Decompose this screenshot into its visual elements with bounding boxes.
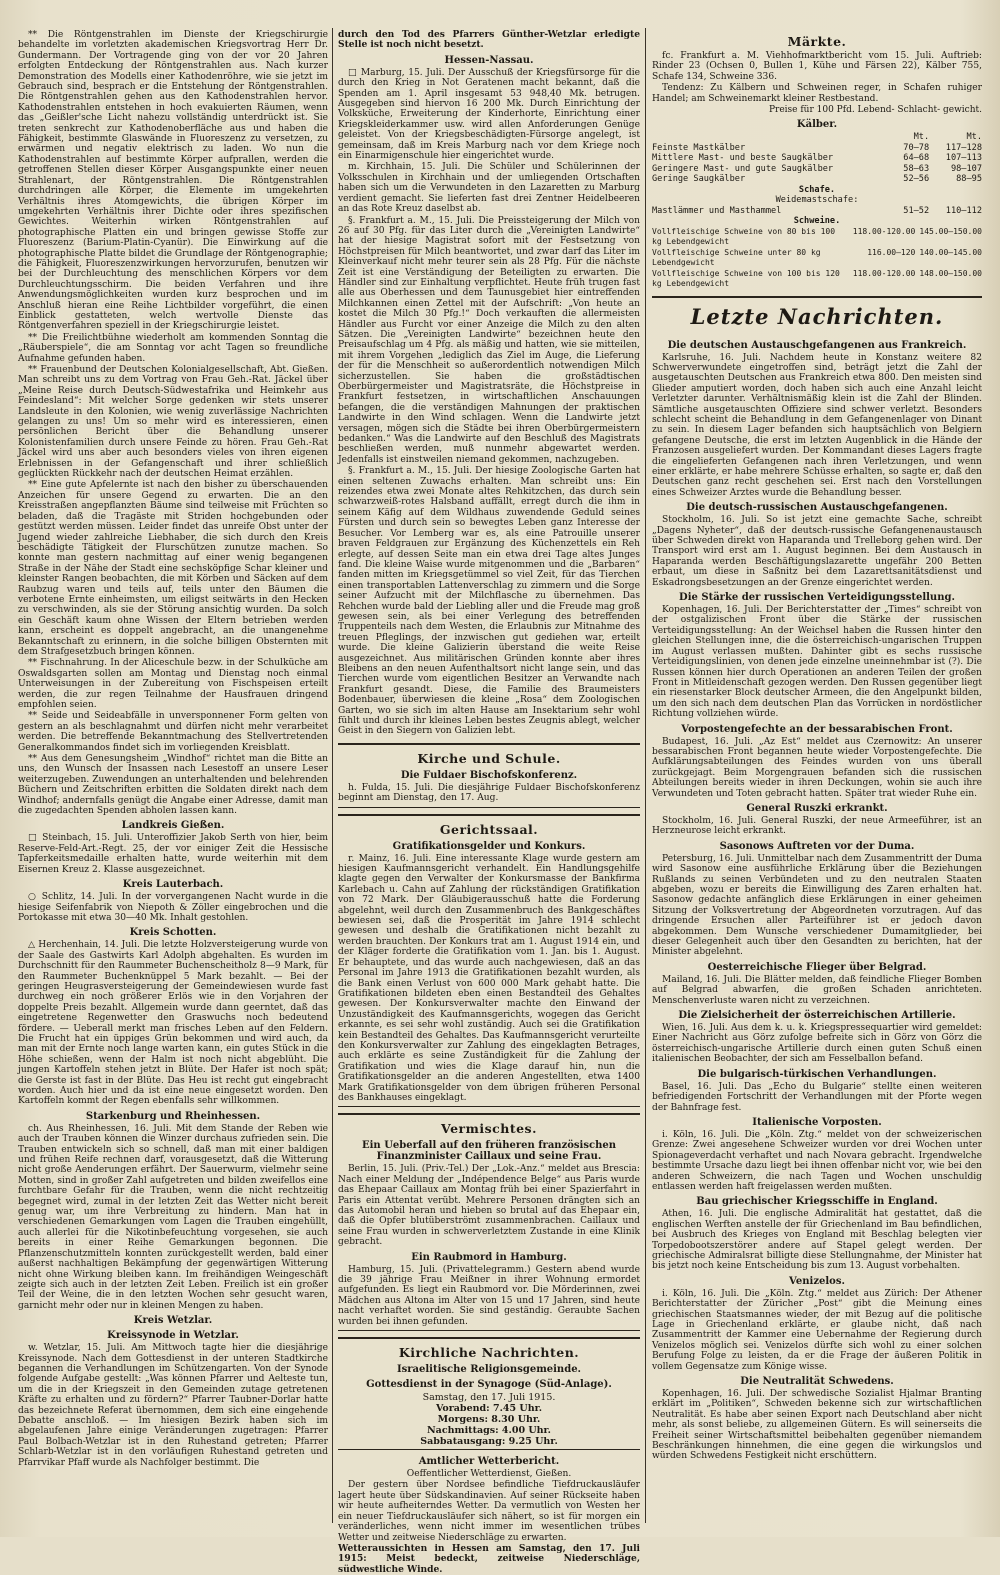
article-apfelernte: ** Eine gute Apfelernte ist nach den bisher zu überschauenden Anzeichen für unsere Gegend zu erwarten. Die an den Kreisstraßen angepflanzten Bäume sind teilweise mit Früchten so beladen, daß die Tragäste mit Striden hochgebunden oder gestützt werden müssen. Leider findet das unreife Obst unter der Jugend wieder zahlreiche Liebhaber, die sich durch den Kreis beschädigte Tätigkeit der Flurschützen zunutze machen. So konnte man gestern nachmittag auf einer wenig begangenen Straße in der Nähe der Stadt eine sechsköpfige Schar kleiner und kleinster Rangen beobachten, die mit Körben und Säcken auf dem Raubzug waren und teils auf, teils unter den Bäumen die verbotene Ernte einheimsten, um eiligst seitwärts in den Hecken zu verschwinden, als sie der Störung ansichtig wurden. Da solch ein Geschäft kaum ohne Wissen der Eltern betrieben werden kann, erscheint es doppelt angebracht, an die unangenehme Bekanntschaft zu erinnern, in die solche billigen Obsternten mit dem Strafgesetzbuch bringen können.: [18, 480, 328, 657]
table-row: Vollfleischige Schweine unter 80 kg Lebendgewicht 116.00—120 140.00—145.00: [652, 247, 982, 268]
heading-flieger: Oesterreichische Flieger über Belgrad.: [707, 961, 927, 973]
section-kirche-schule: [338, 743, 640, 808]
table-row: Vollfleischige Schweine von 100 bis 120 kg Lebendgewicht 118.00-120.00 148.00—150.00: [652, 268, 982, 289]
article-fulda: h. Fulda, 15. Juli. Die diesjährige Fuldaer Bischofskonferenz beginnt am Dienstag, den 17. Aug.: [338, 782, 640, 804]
heading-kreis-schotten: Kreis Schotten.: [129, 927, 217, 939]
article-steinbach: □ Steinbach, 15. Juli. Unteroffizier Jakob Serth von hier, beim Reserve-Feld-Art.-Regt. 25, der vor einiger Zeit die Hessische Tapferkeitsmedaille erhalten hatte, wurde weiterhin mit dem Eisernen Kreuz 2. Klasse ausgezeichnet.: [18, 833, 328, 875]
article-roentgen: ** Die Röntgenstrahlen im Dienste der Kriegschirurgie behandelte im vorletzten akademischen Kriegsvortrag Herr Dr. Gundermann. Der Vortragende ging von der vor 20 Jahren erfolgten Entdeckung der Röntgenstrahlen aus. Nach kurzer Demonstration des Modells einer Kathodenröhre, wie sie jetzt im Gebrauch sind, besprach er die Entstehung der Röntgenstrahlen. Die Röntgenstrahlen gehen aus den Kathodenstrahlen hervor. Kathodenstrahlen entstehen in hoch evakuierten Räumen, wenn das „Geißler'sche Licht nahezu vollständig unterdrückt ist. Sie treten senkrecht zur Kathodenoberfläche aus und haben die Fähigkeit, bestimmte Glaswände in Fluoreszenz zu versetzen, zu erwärmen und negativ elektrisch zu laden. Wo nun die Kathodenstrahlen auf bestimmte Körper aufprallen, werden die getroffenen Stellen dieser Körper Ausgangspunkte einer neuen Strahlenart, der Röntgenstrahlen. Die Röntgenstrahlen durchdringen alle Körper, die Elemente im umgekehrten Verhältnis ihres Atomgewichts, die übrigen Körper im umgekehrten Verhältnis ihrer Dichte oder ihres spezifischen Gewichtes. Weiterhin wirken Röntgenstrahlen auf photographische Platten ein und bringen gewisse Stoffe zur Fluoreszenz (Barium-Platin-Cyanür). Die Einwirkung auf die photographische Platte bildet die Grundlage der Röntgenographie; die Fähigkeit, Fluoreszenzwirkungen hervorzurufen, benutzen wir bei der Durchleuchtung des menschlichen Körpers vor dem Durchleuchtungsschirm. Die beiden Verfahren und ihre Anwendungsmöglichkeiten wurden kurz besprochen und im Anschluß hieran eine Reihe Lichtbilder vorgeführt, die einen Einblick gestatteten, welch wertvolle Dienste das Röntgenverfahren speziell in der Kriegschirurgie leistet.: [18, 30, 328, 332]
price-heading: Preise für 100 Pfd. Lebend- Schlacht- gewicht.: [768, 105, 982, 116]
heading-weidemast: Weidemastschafe:: [775, 195, 859, 206]
heading-fulda: Die Fuldaer Bischofskonferenz.: [400, 769, 578, 781]
article-frankfurt-milch: §. Frankfurt a. M., 15. Juli. Die Preissteigerung der Milch von 26 auf 30 Pfg. für das Liter durch die „Vereinigten Landwirte“ hat der hiesige Magistrat sofort mit der Festsetzung von Höchstpreisen für Milch beantwortet, und zwar darf das Liter im Kleinverkauf nicht mehr teurer sein als 28 Pfg. Für die nächste Zeit ist eine Verständigung der Beteiligten zu erwarten. Die Händler sind zur Einhaltung verpflichtet. Heute früh trugen fast alle aus Oberhessen und dem Taunusgebiet hier eintreffenden Milchkannen einen Zettel mit der Aufschrift: „Von heute an kostet die Milch 30 Pfg.!“ Doch verkauften die allermeisten Händler aus Furcht vor einer Anzeige die Milch zu den alten Sätzen. Die „Vereinigten Landwirte“ bezeichnen heute den Preisaufschlag um 4 Pfg. als mäßig und hatten, wie sie mitteilen, mit ihrem Vorgehen „lediglich das Ziel im Auge, die Lieferung der für die Menschheit so außerordentlich notwendigen Milch sicherzustellen. Sie haben die großstädtischen Oberbürgermeister und Magistratsräte, die Höchstpreise in Frankfurt festsetzen, in wirtschaftlichen Anschauungen befangen, die die verständigen Mahnungen der praktischen Landwirte in den Wind schlagen. Wenn die Landwirte jetzt versagen, mögen sich die Städte bei ihren Oberbürgermeistern bedanken.“ Was die Landwirte auf den Beschluß des Magistrats beschließen werden, muß nunmehr abgewartet werden. Jedenfalls ist einstweilen niemand gekommen, nachzugeben.: [338, 215, 640, 465]
heading-vermischtes: Vermischtes.: [441, 1121, 537, 1137]
section-kirchliche: [338, 1337, 640, 1450]
table-row: Feinste Mastkälber 70—78 117—128: [652, 142, 982, 153]
unit-label: Mt.: [966, 132, 982, 143]
heading-gratifikation: Gratifikationsgelder und Konkurs.: [392, 840, 586, 852]
heading-letzte-nachrichten: Letzte Nachrichten.: [690, 303, 944, 329]
article-wetteraussichten: Wetteraussichten in Hessen am Samstag, den 17. Juli 1915: Meist bedeckt, zeitweise Niederschläge, südwestliche Winde.: [338, 1542, 640, 1575]
section-vermischtes: [338, 1113, 640, 1331]
article-basel: Basel, 16. Juli. Das „Echo du Bulgarie“ stellte einen weiteren befriedigenden Fortschritt der Verhandlungen mit der Pforte wegen der Bahnfrage fest.: [652, 1081, 982, 1113]
article-wetzlar: w. Wetzlar, 15. Juli. Am Mittwoch tagte hier die diesjährige Kreissynode. Nach dem Gottesdienst in der unteren Stadtkirche begannen die Verhandlungen im Schützengarten. Von der Synode folgende Aufgabe gestellt: „Was können Pfarrer und Aelteste tun, um die in der Kriegszeit in den Gemeinden zutage getretenen Kräfte zu erhalten und zu fördern?“ Pfarrer Taubner-Dorlar hatte das bezeichnete Referat übernommen, dem sich eine eingehende Debatte anschloß. — Im hiesigen Bezirk haben sich im abgelaufenen Jahre einige Veränderungen zugetragen: Pfarrer Paul Bolbach-Wetzlar ist in den Ruhestand getreten; Pfarrer Schlarb-Wetzlar ist in den vorläufigen Ruhestand getreten und Pfarrvikar Pfaff wurde als Nachfolger bestimmt. Die: [18, 1343, 328, 1468]
article-athen: Athen, 16. Juli. Die englische Admiralität hat gestattet, daß die englischen Werften anstelle der für Griechenland im Bau befindlichen, bei Ausbruch des Krieges von England mit Beschlag belegten vier Torpedobootszerstörer andere auf Stapel gelegt werden. Der griechische Admiralsrat billigte diese Stellungnahme, der Minister hat bis jetzt noch keine Entscheidung bis zum 13. August vorbehalten.: [652, 1209, 982, 1272]
heading-kriegsschiffe: Bau griechischer Kriegsschiffe in England.: [696, 1196, 938, 1208]
heading-russ-austausch: Die deutsch-russischen Austauschgefangenen.: [686, 502, 948, 514]
heading-landkreis-giessen: Landkreis Gießen.: [121, 820, 225, 832]
heading-vorposten: Vorpostengefechte an der bessarabischen Front.: [681, 723, 953, 735]
heading-italienisch: Italienische Vorposten.: [752, 1116, 882, 1128]
market-table-schweine: [652, 227, 982, 290]
article-viehhof: fc. Frankfurt a. M. Viehhofmarktbericht vom 15. Juli. Auftrieb: Rinder 23 (Ochsen 0, Bullen 1, Kühe und Färsen 22), Kälber 755, Schafe 134, Schweine 336.: [652, 51, 982, 82]
article-fischnahrung: ** Fischnahrung. In der Aliceschule bezw. in der Schulküche am Oswaldsgarten sollen am Montag und Dienstag noch einmal Unterweisungen in der Zubereitung von Fischspeisen erteilt werden, die zur regen Teilnahme der Hausfrauen dringend empfohlen seien.: [18, 658, 328, 710]
heading-kaelber: Kälber.: [796, 119, 838, 131]
table-row: Vollfleischige Schweine von 80 bis 100 kg Lebendgewicht 118.00-120.00 145.00—150.00: [652, 226, 982, 247]
article-freilichtbuehne: ** Die Freilichtbühne wiederholt am kommenden Sonntag die „Räuberspiele“, die am Sonntag vor acht Tagen so freundliche Aufnahme gefunden haben.: [18, 332, 328, 364]
heading-israelitisch: Israelitische Religionsgemeinde.: [396, 1364, 582, 1376]
article-koeln-2: i. Köln, 16. Juli. Die „Köln. Ztg.“ meldet aus Zürich: Der Athener Berichterstatter der Züricher „Post“ gibt die Meinung eines griechischen Staatsmannes wieder, der mit Bezug auf die politische Lage in Griechenland erklärte, er glaube nicht, daß nach Zusammentritt der Kammer eine Uebernahme der Regierung durch Venizelos möglich sei. Venizelos dürfte sich wohl zu einer solchen Berufung Folge zu leisten, da er die Frage der äußeren Politik in vollem Gegensatze zum Könige wisse.: [652, 1288, 982, 1372]
table-row: Geringe Saugkälber 52—56 88—95: [652, 174, 982, 185]
article-ruszki: Stockholm, 16. Juli. General Ruszki, der neue Armeeführer, ist an Herzneurose leicht erkrankt.: [652, 815, 982, 837]
article-herchenhain: △ Herchenhain, 14. Juli. Die letzte Holzversteigerung wurde von der Saale des Gastwirts Karl Adolph abgehalten. Es wurden im Durchschnitt für den Raummeter Buchenscheitholz 8—9 Mark, für den Raummeter Buchenknüppel 5 Mark bezahlt. — Bei der geringen Heugrasversteigerung der Gemeindewiesen wurde fast durchweg ein noch größerer Erlös wie in den Vorjahren der doppelte Preis bezahlt. Allgemein wurde dann geerntet, daß das eingetretene Regenwetter den Graswuchs noch bedeutend fördere. — Ueberall merkt man frisches Leben auf den Feldern. Die Frucht hat ein üppiges Grün bekommen und wird auch, da man mit der Ernte noch lange warten kann, ein gutes Stück in die Höhe schießen, wenn der Halm ist noch nicht abgeblüht. Die jungen Kartoffeln stehen jetzt in Blüte. Der Hafer ist noch spät; die Gerste ist fast in der Blüte. Das Heu ist recht gut eingebracht worden. Auch hier und da ist eine neue eingesetzt worden. Den Kartoffeln kommt der Regen ebenfalls sehr willkommen.: [18, 940, 328, 1107]
article-schlitz: ○ Schlitz, 14. Juli. In der vorvergangenen Nacht wurde in die hiesige Seifenfabrik von Niepoth & Zöller eingebrochen und die Portokasse mit etwa 30—40 Mk. Inhalt gestohlen.: [18, 892, 328, 923]
heading-kreissynode: Kreissynode in Wetzlar.: [107, 1330, 239, 1342]
article-marburg: □ Marburg, 15. Juli. Der Ausschuß der Kriegsfürsorge für die durch den Krieg in Not Geratenen macht bekannt, daß die Spenden am 1. April insgesamt 53 948,40 Mk. betrugen. Ausgegeben sind hiervon 16 200 Mk. Durch Einrichtung der Volksküche, Erweiterung der Kinderhorte, Einrichtung einer Kriegskleiderkammer usw. wird allen Anforderungen Genüge geleistet. Von der Kriegsbeschädigten-Fürsorge angelegt, ist gemeinsam, daß im Kreis Marburg nach vor dem Kriege noch ein Einarmigenschule hier eingerichtet wurde.: [338, 67, 640, 162]
article-mainz: r. Mainz, 16. Juli. Eine interessante Klage wurde gestern am hiesigen Kaufmannsgericht verhandelt. Ein Handlungsgehilfe klagte gegen den Verwalter der Konkursmasse der Bankfirma Karlebach u. Cahn auf Zahlung der rückständigen Gratifikation von 72 Mark. Der Gläubigerausschuß hatte die Forderung abgelehnt, weil durch den Zusammenbruch des Bankgeschäftes bewiesen sei, daß die Prosperität im Jahre 1914 schlecht gewesen und deshalb die Gratifikationen nicht bezahlt zu werden brauchten. Der Konkurs trat am 1. August 1914 ein, und der Kläger forderte die Gratifikation vom 1. Jan. bis 1. August. Er behauptete, und das wurde auch nachgewiesen, daß an das Personal im Jahre 1913 die Gratifikationen bezahlt wurden, als die Bank einen Verlust von 600 000 Mark gehabt hatte. Die Gratifikationen bildeten eben einen Bestandteil des Gehaltes gewesen. Der Konkursverwalter machte den Einwand der Unzuständigkeit des Kaufmannsgerichts, wogegen das Gericht erkannte, es sei sehr wohl zuständig. Auch sei die Gratifikation kein Bestandteil des Gehaltes. Das Kaufmannsgericht verurteilte den Konkursverwalter zur Zahlung des eingeklagten Betrages, auch erklärte es seine Zuständigkeit für die Zahlung der Gratifikation und wies die Klage darauf hin, nun die Gratifikationsgelder an die anderen Angestellten, etwa 1400 Mark Gratifikationsgelder von dem übrigen früheren Personal des Bankhauses eingeklagt.: [338, 853, 640, 1103]
article-rheinhessen: ch. Aus Rheinhessen, 16. Juli. Mit dem Stande der Reben wie auch der Trauben können die Winzer durchaus zufrieden sein. Die Trauben entwickeln sich so schnell, daß man mit einer baldigen und frühen Reife rechnen darf, vorausgesetzt, daß die Witterung nicht große Aenderungen erfährt. Der Sauerwurm, vielmehr seine Motten, sind in großer Zahl aufgetreten und bilden zweifellos eine furchtbare Gefahr für die Trauben, wenn die nicht rechtzeitig begegnet wird, zumal in der letzten Zeit das Wetter nicht bereit genug war, um ihre Verbreitung zu hindern. Man hat in verschiedenen Gemarkungen vom Lagen die Trauben eingehüllt, auch allerlei für die Nikotinbefeuchtung vorgesehen, sie auch bereits in einer Reihe Gemarkungen begonnen. Die Pflanzenschutzmitteln konnten zurückgestellt werden, bald einer außerst nachhaltigen Bekämpfung der gegenwärtigen Witterung nicht ohne Wirkung bleiben kann. Im freihändigen Weingeschäft zeigte sich auch in der letzten Zeit Leben. Freilich ist ein großer Teil der Weine, die in den letzten Wochen sehr gesucht waren, garnicht mehr oder nur in kleinen Mengen zu haben.: [18, 1123, 328, 1311]
heading-raubmord: Ein Raubmord in Hamburg.: [411, 1251, 567, 1263]
article-budapest: Budapest, 16. Juli. „Az Est“ meldet aus Czernowitz: An unserer bessarabischen Front begannen heute wieder Vorpostengefechte. Die Aufklärungsabteilungen des Feindes wurden von uns überall zurückgejagt. Beim Morgengrauen befanden sich die russischen Abteilungen bereits wieder in ihren Deckungen, wohin sie auch ihre Verwundeten und Toten gebracht hatten. Später trat wieder Ruhe ein.: [652, 736, 982, 799]
heading-artillerie: Die Zielsicherheit der österreichischen Artillerie.: [678, 1010, 956, 1022]
column-middle: [338, 29, 640, 1575]
article-mailand: Mailand, 16. Juli. Die Blätter melden, daß feindliche Flieger Bomben auf Belgrad abwarfen, die großen Schaden anrichteten. Menschenverluste waren nicht zu verzeichnen.: [652, 974, 982, 1006]
article-wetter: Der gestern über Nordsee befindliche Tiefdruckausläufer lagert heute über Südskandinavien. Auf seiner Rückseite haben wir heute aufheiterndes Wetter. Da vermutlich von Westen her ein neuer Tiefdruckausläufer sich nähert, so ist für morgen ein veränderliches, wenn nicht immer im wesentlichen trübes Wetter und zeitweise Niederschläge zu erwarten.: [338, 1480, 640, 1543]
table-row: Geringere Mast- und gute Saugkälber 58—63 98—107: [652, 163, 982, 174]
service-date: Samstag, den 17. Juli 1915.: [422, 1392, 556, 1404]
heading-wetterbericht: Amtlicher Wetterbericht.: [418, 1456, 560, 1468]
article-hamburg: Hamburg, 15. Juli. (Privattelegramm.) Gestern abend wurde die 39 jährige Frau Meißner in ihrer Wohnung ermordet aufgefunden. Es liegt ein Raubmord vor. Die Mörderinnen, zwei Mädchen aus Altona im Alter von 15 und 17 Jahren, sind heute nacht verhaftet worden. Sie sind geständig. Geraubte Sachen wurden bei ihnen gefunden.: [338, 1264, 640, 1327]
heading-hessen-nassau: Hessen-Nassau.: [444, 54, 534, 66]
article-kopenhagen: Kopenhagen, 16. Juli. Der Berichterstatter der „Times“ schreibt von der ostgalizischen Front über die Stärke der russischen Verteidigungsstellung: An der Weichsel haben die Russen hinter den gleichen Stellungen inne, die die österreichisch-ungarischen Truppen im August verlassen mußten. Dahinter gibt es sechs russische Verteidigungslinien, von denen jede einzelne uneinnehmbar ist (?). Die Russen können hier durch Operationen an anderen Teilen der großen Front in Mitleidenschaft gezogen werden. Den Russen gegenüber liegt ein riesenstarker Block deutscher Armeen, die den Angelpunkt bilden, um den sich nach dem deutschen Plan das Vorrücken in nordöstlicher Richtung vollziehen würde.: [652, 605, 982, 720]
heading-gottesdienst: Gottesdienst in der Synagoge (Süd-Anlage).: [366, 1379, 612, 1391]
article-stockholm: Stockholm, 16. Juli. So ist jetzt eine gemachte Sache, schreibt „Dagens Nyheter“, daß der deutsch-russische Gefangenenaustausch über Schweden direkt von Haparanda und Trelleborg gehen wird. Der Transport wird erst am 1. August beginnen. Bei dem Austausch in Haparanda werden Beschäftigungslazarette ungefähr 200 Betten erbaut, um diese in Saßnitz bei dem Lazarettsanitätsdienst und Eskadrongsbesetzungen an der Grenze eingerichtet werden.: [652, 515, 982, 588]
article-kopenhagen-2: Kopenhagen, 16. Juli. Der schwedische Sozialist Hjalmar Branting erklärt im „Politiken“, Schweden bekenne sich zur wirtschaftlichen Neutralität. Es habe aber seinen Export nach Deutschland aber nicht mehr, als sonst beliebe, zu allgemeinen Gütern. Es will seinerseits die Freiheit seiner Wirtschaftsmittel beibehalten gegenüber niemandem Beschränkungen hinnehmen, die eine gegen die wirkungslos und würden Schwedens Festigkeit nicht erschüttern.: [652, 1389, 982, 1462]
article-frauenbund: ** Frauenbund der Deutschen Kolonialgesellschaft, Abt. Gießen. Man schreibt uns zu dem Vortrag von Frau Geh.-Rat. Jäckel über „Meine Reise durch Deutsch-Südwestafrika und Heimkehr aus Feindesland“: Mit welcher Sorge gedenken wir stets unserer Landsleute in den Kolonien, wie wenig zuverlässige Nachrichten gelangen zu uns! Um so mehr wird es interessieren, einen persönlichen Bericht über die Behandlung unserer Kolonistenfamilien durch unsere Feinde zu hören. Frau Geh.-Rat Jäckel wird uns aber auch besonders vieles von ihren eigenen Erlebnissen in der Gefangenschaft und ihrer schließlich geglückten Rückkehr nach der deutschen Heimat erzählen.: [18, 365, 328, 480]
column-left: [18, 30, 328, 1520]
article-karlsruhe: Karlsruhe, 16. Juli. Nachdem heute in Konstanz weitere 82 Schwerverwundete eingetroffen sind, beträgt jetzt die Zahl der ausgetauschten Deutschen aus Frankreich etwa 800. Den meisten sind Glieder amputiert worden, doch haben sich auch eine Anzahl leicht Verletzter darunter. Verhältnismäßig klein ist die Zahl der Blinden. Sämtliche ausgetauschten Offiziere sind schwer verletzt. Besonders schlecht scheint die Behandlung in dem Gefangenenlager von Dinant zu sein. In diesem Lager befanden sich hauptsächlich von Belgiern gefangene Deutsche, die erst im letzten Augenblick in die Hände der Franzosen ausgeliefert wurden. Der Kommandant dieses Lagers fragte die eingelieferten Gefangenen nach ihren Verletzungen, und wenn einer erklärte, er habe mehrere Schüsse erhalten, so sagte er, daß den Deutschen ganz recht geschehen sei. Erst nach den Vorstellungen eines Schweizer Arztes wurde die Behandlung besser.: [652, 352, 982, 498]
heading-bulgarisch: Die bulgarisch-türkischen Verhandlungen.: [697, 1068, 937, 1080]
article-continuation: durch den Tod des Pfarrers Günther-Wetzlar erledigte Stelle ist noch nicht besetzt.: [338, 29, 640, 51]
heading-schweine: Schweine.: [793, 216, 841, 227]
heading-ruszki: General Ruszki erkrankt.: [746, 802, 888, 814]
market-table: [652, 132, 982, 227]
table-row: Mastlämmer und Masthammel 51—52 110—112: [652, 205, 982, 216]
heading-neutralitaet: Die Neutralität Schwedens.: [740, 1376, 894, 1388]
heading-kreis-wetzlar: Kreis Wetzlar.: [133, 1315, 213, 1327]
heading-starkenburg: Starkenburg und Rheinhessen.: [85, 1110, 261, 1122]
heading-maerkte: Märkte.: [787, 34, 847, 49]
service-nachmittags: Nachmittags: 4.00 Uhr.: [426, 1425, 551, 1437]
heading-kirchliche: Kirchliche Nachrichten.: [398, 1345, 580, 1361]
service-sabbatausgang: Sabbatausgang: 9.25 Uhr.: [420, 1436, 558, 1448]
article-frankfurt-zoo: §. Frankfurt a. M., 15. Juli. Der hiesige Zoologische Garten hat einen seltenen Zuwachs erhalten. Man schreibt uns: Ein reizendes etwa zwei Monate altes Rehkitzchen, das durch sein schwarzweiß-rotes Halsband auffällt, erregt durch die ihm in seinem Käfig auf dem Wildhaus zuwendende Geduld seines Fürsten und durch sein so bewegtes Leben ganz Interesse der Besucher. Vor Lemberg war es, als eine Patrouille unserer braven Feldgrauen zur Ergänzung des Küchenzettels ein Reh erlegte, auf dessen Seite man ein etwa drei Tage altes Junges fand. Die kleine Waise wurde mitgenommen und die „Barbaren“ fanden mitten im Kriegsgetümmel so viel Zeit, für das Tierchen einen transportablen Lattenverschlag zu zimmern und die Sorge seiner Aufzucht mit der Milchflasche zu übernehmen. Das Rehchen wurde bald der Liebling aller und die Freude mag groß gewesen sein, als bei einer Verlegung des betreffenden Truppenteils nach dem Westen, die Erlaubnis zur Mitnahme des treuen Pfleglings, der inzwischen gut gediehen war, erteilt wurde. Die kleine Galizierin überstand die weite Reise ausgezeichnet. Aus militärischen Gründen konnte aber ihres Bleibens an den neuen Aufenthaltsort nicht lange sein, und das Tierchen wurde vom eigentlichen Besitzer an Verwandte nach Frankfurt gesandt. Diese, die Familie des Braumeisters Bodenbauer, überwiesen die kleine „Rosa“ dem Zoologischen Garten, wo sie sich im alten Hause am Insektarium sehr wohl fühlt und durch ihr kleines Leben bestes Zeugnis ablegt, welcher Geist in den Siegern von Galizien lebt.: [338, 466, 640, 737]
heading-staerke: Die Stärke der russischen Verteidigungsstellung.: [679, 592, 955, 604]
table-row: Mittlere Mast- und beste Saugkälber 64—68 107—113: [652, 153, 982, 164]
service-vorabend: Vorabend: 7.45 Uhr.: [435, 1403, 543, 1415]
heading-kirche-schule: Kirche und Schule.: [417, 750, 561, 766]
article-koeln-1: i. Köln, 16. Juli. Die „Köln. Ztg.“ meldet von der schweizerischen Grenze: Zwei angesehene Schweizer wurden vor drei Wochen unter Spionageverdacht verhaftet und nach Novara gebracht. Irgendwelche bestimmte Ursache dazu liegt bei ihnen offenbar nicht vor, wie bei den anderen Schweizern, die nach Tagen und Wochen unschuldig entlassen werden haft freigelassen werden mußten.: [652, 1129, 982, 1192]
heading-austausch: Die deutschen Austauschgefangenen aus Frankreich.: [667, 339, 967, 351]
article-petersburg: Petersburg, 16. Juli. Unmittelbar nach dem Zusammentritt der Duma wird Sasonow eine ausführliche Erklärung über die Beziehungen Rußlands zu seinen Verbündeten und zu den neutralen Staaten abgeben, wozu er bereits die Einwilligung des Zaren erhalten hat. Sasonow gedachte anfänglich diese Erklärungen in einer geheimen Sitzung der Volksvertretung der Abgeordneten vorzutragen. Auf das dringende Ersuchen aller Parteiführer ist er jedoch davon abgekommen. Dem Wunsche verschiedener Dumamitglieder, bei dieser Gelegenheit auch über den Gesandten zu berichten, hat der Minister abgelehnt.: [652, 853, 982, 958]
article-kirchhain: m. Kirchhain, 15. Juli. Die Schüler und Schülerinnen der Volksschulen in Kirchhain und der umliegenden Ortschaften haben sich um die Verwundeten in den Lazaretten zu Marburg verdient gemacht. Sie lieferten fast drei Zentner Heidelbeeren an das Rote Kreuz daselbst ab.: [338, 162, 640, 215]
article-tendenz: Tendenz: Zu Kälbern und Schweinen reger, in Schafen ruhiger Handel; am Schweinemarkt kleiner Restbestand.: [652, 83, 982, 104]
article-wien: Wien, 16. Juli. Aus dem k. u. k. Kriegspressequartier wird gemeldet: Einer Nachricht aus Görz zufolge befreite sich in Görz von Görz die österreichisch-ungarische Artillerie durch einen guten Schuß einen italienischen Beobachter, der sich am Fesselballon befand.: [652, 1023, 982, 1065]
service-morgens: Morgens: 8.30 Uhr.: [437, 1414, 541, 1426]
heading-sasonow: Sasonows Auftreten vor der Duma.: [719, 840, 915, 852]
column-rule: [332, 28, 333, 1523]
column-right: [652, 30, 982, 1520]
heading-kreis-lauterbach: Kreis Lauterbach.: [122, 879, 224, 891]
article-seide: ** Seide und Seideabfälle in unversponnener Form gelten von gestern an als beschlagnahmt und dürfen nicht mehr verarbeitet werden. Die betreffende Bekanntmachung des Stellvertretenden Generalkommandos findet sich im vorliegenden Kreisblatt.: [18, 711, 328, 753]
wetterdienst-name: Oeffentlicher Wetterdienst, Gießen.: [406, 1469, 572, 1480]
column-rule: [645, 28, 646, 1523]
article-berlin: Berlin, 15. Juli. (Priv.-Tel.) Der „Lok.-Anz.“ meldet aus Brescia: Nach einer Meldung der „Indépendence Belge“ aus Paris wurde das Ehepaar Caillaux am Montag früh bei einer Spazierfahrt in Paris ein Attentat verübt. Mehrere Personen drängten sich an das Automobil heran und hieben so brutal auf das Ehepaar ein, daß die Opfer blutüberströmt zusammenbrachen. Caillaux und seine Frau wurden in schwerverletztem Zustande in eine Klinik gebracht.: [338, 1164, 640, 1248]
heading-schafe: Schafe.: [798, 184, 836, 195]
heading-venizelos: Venizelos.: [789, 1275, 845, 1287]
article-windhof: ** Aus dem Genesungsheim „Windhof“ richtet man die Bitte an uns, den Wunsch der Insassen nach Lesestoff an unsere Leser weiterzugeben. Zuwendungen an unterhaltenden und belehrenden Büchern und Zeitschriften erbitten die Soldaten direkt nach dem Windhof; andernfalls genügt die Angabe einer Adresse, damit man die zugedachten Spenden abholen lassen kann.: [18, 754, 328, 817]
heading-caillaux: Ein Ueberfall auf den früheren französischen Finanzminister Caillaux und seine Frau.: [362, 1140, 616, 1163]
section-gerichtssaal: [338, 814, 640, 1108]
section-letzte: [652, 296, 982, 334]
heading-gerichtssaal: Gerichtssaal.: [439, 821, 539, 837]
unit-label: Mt.: [913, 132, 930, 143]
